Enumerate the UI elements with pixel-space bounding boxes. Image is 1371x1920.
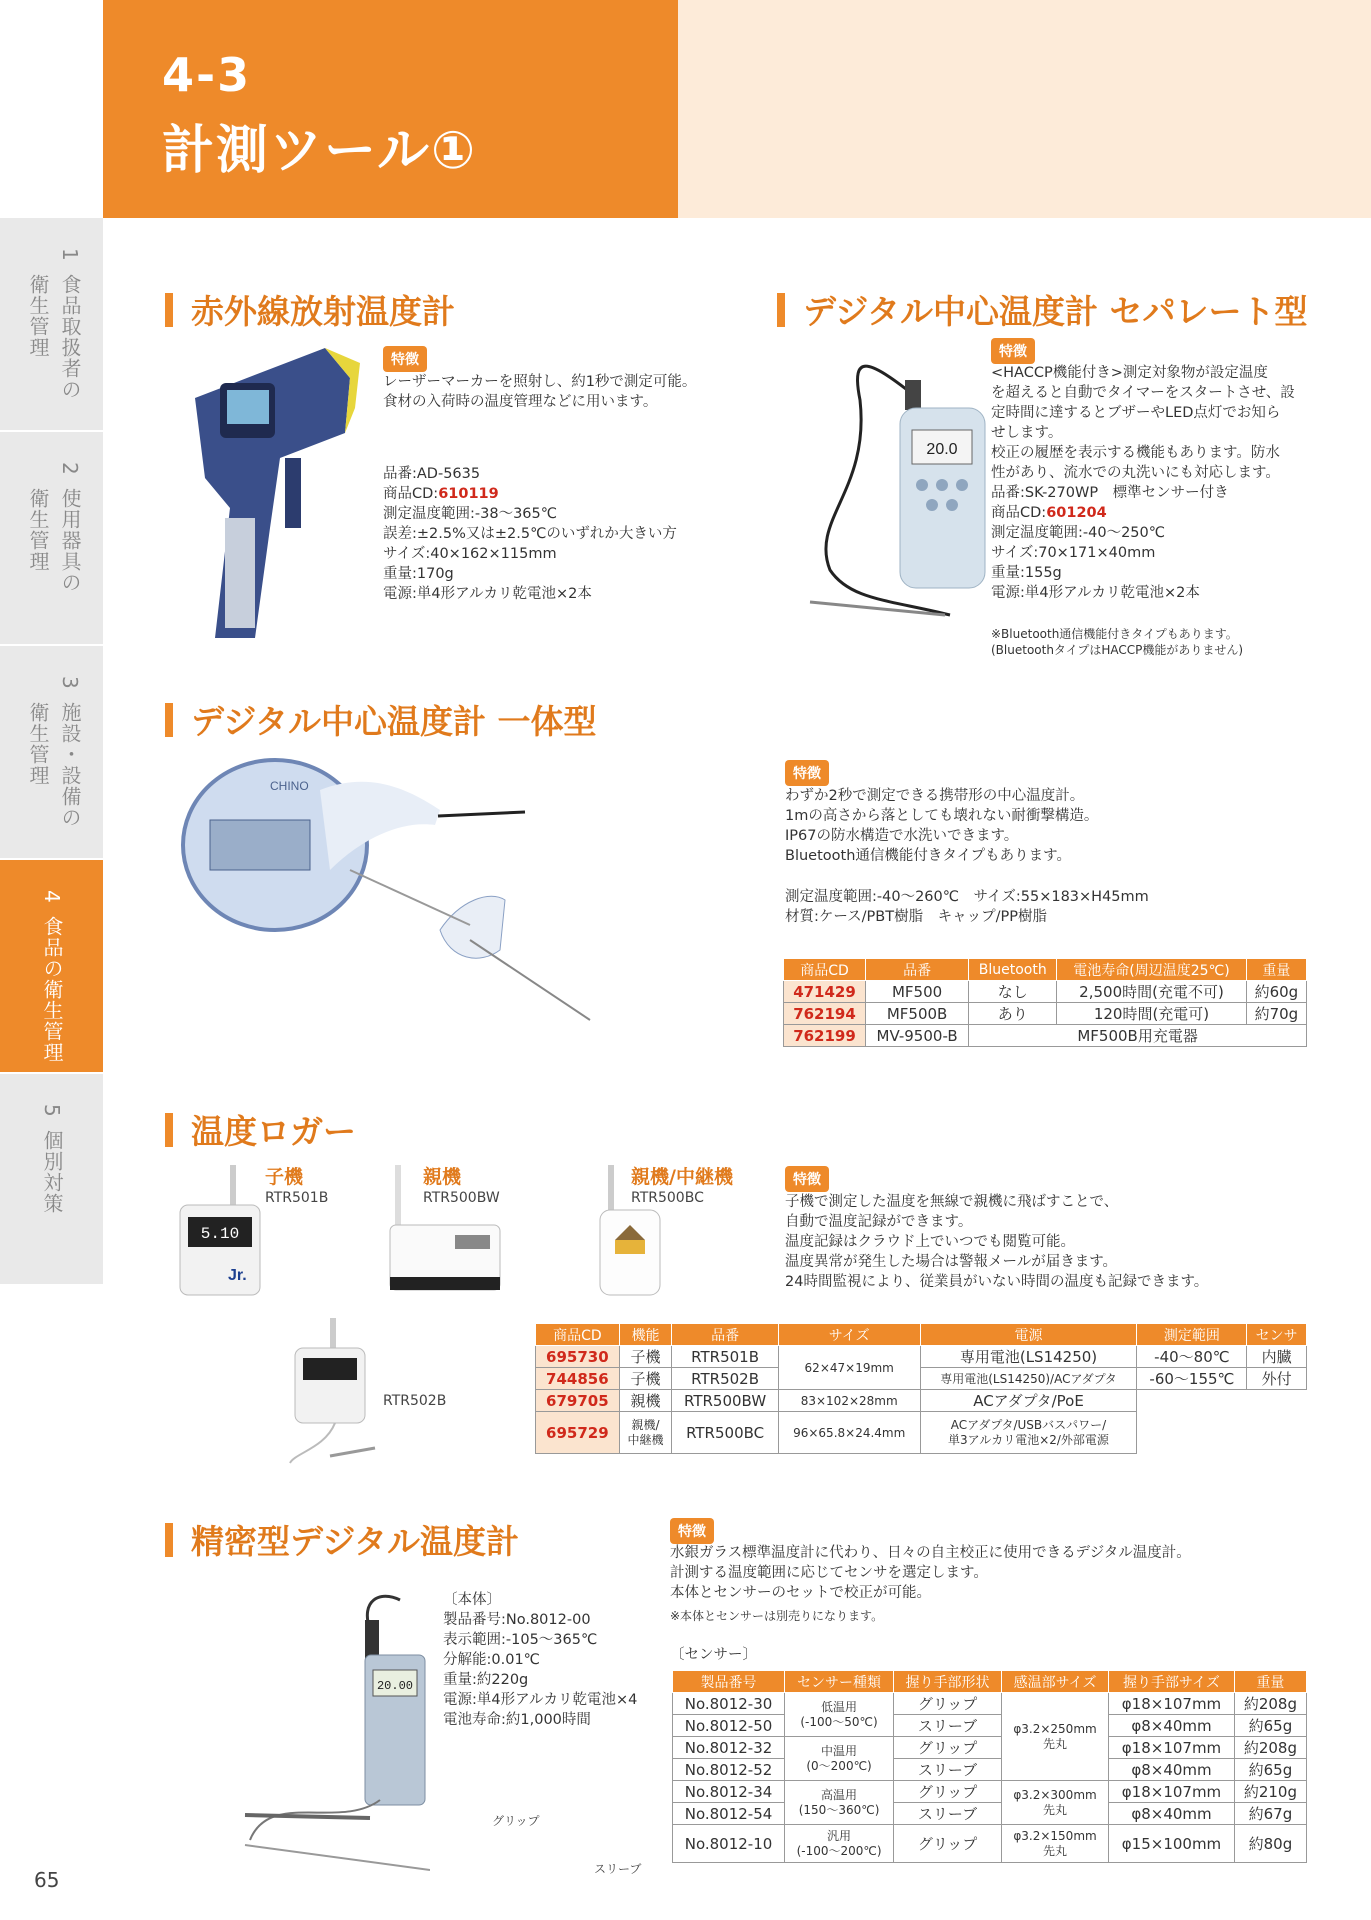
table-cell: スリーブ: [894, 1803, 1002, 1825]
precision-thermometer-image: [230, 1590, 430, 1880]
table-cell: φ18×107mm: [1109, 1693, 1235, 1715]
product-code: 商品CD:610119: [383, 486, 499, 502]
table-cell: RTR501B: [672, 1346, 779, 1368]
tab-chapter-2[interactable]: [0, 432, 103, 646]
product-code-cell: 762199: [784, 1025, 866, 1047]
section-bar: [165, 703, 173, 737]
logger-brand-text: Jr.: [228, 1267, 247, 1284]
table-cell: 約70g: [1246, 1003, 1306, 1025]
feature-badge: 特徴: [670, 1518, 714, 1544]
table-cell: なし: [969, 981, 1057, 1003]
table-cell: グリップ: [894, 1781, 1002, 1803]
section-title-text: 温度ロガー: [191, 1112, 356, 1151]
logger-external-sensor-unit-image: [285, 1318, 380, 1468]
feature-badge: 特徴: [991, 338, 1035, 364]
precision-body-specs: [443, 1590, 637, 1730]
section-title-integrated: [165, 696, 597, 743]
column-header: 感温部サイズ: [1001, 1671, 1108, 1693]
spec-line: 材質:ケース/PBT樹脂 キャップ/PP樹脂: [785, 909, 1047, 925]
spec-line: 誤差:±2.5%又は±2.5℃のいずれか大きい方: [383, 526, 677, 542]
desc-line: 1mの高さから落としても壊れない耐衝撃構造。: [785, 808, 1099, 824]
sensor-table: [672, 1670, 1307, 1863]
section-title-text: デジタル中心温度計 セパレート型: [803, 292, 1308, 331]
spec-line: 測定温度範囲:-40〜250℃: [991, 525, 1166, 541]
feature-badge: 特徴: [383, 346, 427, 372]
sleeve-label: スリーブ: [594, 1862, 642, 1876]
column-header: 握り手部形状: [894, 1671, 1002, 1693]
table-row: [784, 1003, 1307, 1025]
table-cell: φ8×40mm: [1109, 1759, 1235, 1781]
tab-label: 衛生管理: [26, 702, 50, 786]
table-cell: 子機: [619, 1346, 672, 1368]
spec-line: 重量:155g: [991, 565, 1062, 581]
tab-number: 2: [58, 462, 82, 476]
column-header: センサー種類: [785, 1671, 894, 1693]
desc-line: を超えると自動でタイマーをスタートさせ、設: [991, 385, 1295, 401]
precision-description: [670, 1543, 1191, 1603]
logger-base-unit-image: [385, 1165, 505, 1295]
table-row: [536, 1390, 1307, 1412]
desc-line: 温度記録はクラウド上でいつでも閲覧可能。: [785, 1234, 1075, 1250]
section-title-text: 赤外線放射温度計: [191, 292, 455, 331]
table-cell: 親機: [619, 1390, 672, 1412]
tab-label: 個別対策: [40, 1130, 64, 1214]
note-line: (BluetoothタイプはHACCP機能がありません): [991, 643, 1244, 657]
section-title-text: 精密型デジタル温度計: [191, 1522, 520, 1561]
table-cell: ACアダプタ/USBバスパワー/ 単3アルカリ電池×2/外部電源: [920, 1412, 1137, 1454]
desc-line: <HACCP機能付き>測定対象物が設定温度: [991, 365, 1268, 381]
empty-cell: [1247, 1412, 1307, 1454]
table-cell: スリーブ: [894, 1715, 1002, 1737]
section-bar: [777, 293, 785, 327]
table-cell: 低温用 (-100〜50℃): [785, 1693, 894, 1737]
tab-number: 4: [40, 890, 64, 904]
separate-description: [991, 363, 1295, 603]
feature-badge: 特徴: [785, 1166, 829, 1192]
desc-line: IP67の防水構造で水洗いできます。: [785, 828, 1019, 844]
table-row: [536, 1368, 1307, 1390]
table-cell: 約80g: [1234, 1825, 1306, 1863]
desc-line: 自動で温度記録ができます。: [785, 1214, 973, 1230]
table-cell: ACアダプタ/PoE: [920, 1390, 1137, 1412]
desc-line: 子機で測定した温度を無線で親機に飛ばすことで、: [785, 1194, 1119, 1210]
infrared-thermometer-image: [175, 338, 375, 648]
logger-unit-model: RTR500BC: [631, 1190, 704, 1206]
column-header: 握り手部サイズ: [1109, 1671, 1235, 1693]
table-cell: RTR500BW: [672, 1390, 779, 1412]
section-bar: [165, 1523, 173, 1557]
model-number: 品番:SK-270WP 標準センサー付き: [991, 485, 1229, 501]
table-cell: 内臓: [1247, 1346, 1307, 1368]
integrated-product-table: [783, 958, 1307, 1047]
table-header-row: [784, 959, 1307, 981]
section-title-precision: [165, 1516, 519, 1563]
table-row: [536, 1412, 1307, 1454]
table-cell: 外付: [1247, 1368, 1307, 1390]
column-header: 商品CD: [536, 1324, 620, 1346]
product-code-cell: 471429: [784, 981, 866, 1003]
table-cell: φ18×107mm: [1109, 1781, 1235, 1803]
separate-display-text: 20.0: [926, 441, 958, 458]
tab-chapter-3[interactable]: [0, 646, 103, 860]
separate-thermometer-image: [790, 340, 990, 630]
column-header: 品番: [866, 959, 969, 981]
table-cell: φ18×107mm: [1109, 1737, 1235, 1759]
table-row: [784, 1025, 1307, 1047]
table-cell: φ8×40mm: [1109, 1803, 1235, 1825]
column-header: サイズ: [778, 1324, 920, 1346]
tab-chapter-1[interactable]: [0, 218, 103, 432]
desc-line: わずか2秒で測定できる携帯形の中心温度計。: [785, 788, 1085, 804]
empty-cell: [1247, 1390, 1307, 1412]
section-bar: [165, 1113, 173, 1147]
desc-line: 食材の入荷時の温度管理などに用います。: [383, 394, 658, 410]
table-cell: No.8012-34: [673, 1781, 785, 1803]
table-cell: φ3.2×150mm 先丸: [1001, 1825, 1108, 1863]
table-cell: RTR502B: [672, 1368, 779, 1390]
product-code-cell: 679705: [536, 1390, 620, 1412]
product-code-cell: 744856: [536, 1368, 620, 1390]
spec-line: 電源:単4形アルカリ乾電池×2本: [991, 585, 1200, 601]
spec-line: 測定温度範囲:-38〜365℃: [383, 506, 558, 522]
column-header: 電池寿命(周辺温度25℃): [1057, 959, 1246, 981]
desc-line: 性があり、流水での丸洗いにも対応します。: [991, 465, 1280, 481]
chapter-sidebar: [0, 218, 103, 1286]
table-cell: MF500B用充電器: [969, 1025, 1307, 1047]
spec-line: 電源:単4形アルカリ乾電池×4: [443, 1692, 638, 1708]
feature-badge: 特徴: [785, 760, 829, 786]
desc-line: 温度異常が発生した場合は警報メールが届きます。: [785, 1254, 1118, 1270]
table-cell: 約60g: [1246, 981, 1306, 1003]
column-header: 製品番号: [673, 1671, 785, 1693]
table-row: [673, 1737, 1307, 1759]
grip-label: グリップ: [492, 1814, 540, 1828]
header-side-blank: [0, 0, 103, 218]
sensor-label: 〔センサー〕: [670, 1647, 757, 1663]
spec-line: 製品番号:No.8012-00: [443, 1612, 591, 1628]
empty-cell: [1137, 1390, 1247, 1412]
spec-line: サイズ:40×162×115mm: [383, 546, 557, 562]
column-header: Bluetooth: [969, 959, 1057, 981]
desc-line: 本体とセンサーのセットで校正が可能。: [670, 1585, 931, 1601]
table-cell: φ8×40mm: [1109, 1715, 1235, 1737]
logger-unit-name: 親機: [423, 1166, 462, 1188]
product-code-cell: 695729: [536, 1412, 620, 1454]
table-cell: 高温用 (150〜360℃): [785, 1781, 894, 1825]
separate-notes: [991, 626, 1243, 658]
table-cell: MV-9500-B: [866, 1025, 969, 1047]
table-cell: No.8012-52: [673, 1759, 785, 1781]
spec-line: 測定温度範囲:-40〜260℃ サイズ:55×183×H45mm: [785, 889, 1149, 905]
table-cell: 親機/ 中継機: [619, 1412, 672, 1454]
model-number: 品番:AD-5635: [383, 466, 481, 482]
product-code-cell: 762194: [784, 1003, 866, 1025]
desc-line: 計測する温度範囲に応じてセンサを選定します。: [670, 1565, 988, 1581]
table-cell: スリーブ: [894, 1759, 1002, 1781]
spec-line: 重量:約220g: [443, 1672, 529, 1688]
table-row: [536, 1346, 1307, 1368]
table-cell: φ3.2×300mm 先丸: [1001, 1781, 1108, 1825]
table-cell: No.8012-54: [673, 1803, 785, 1825]
logger-extra-model: RTR502B: [383, 1393, 447, 1409]
spec-line: 電源:単4形アルカリ乾電池×2本: [383, 586, 592, 602]
table-cell: MF500: [866, 981, 969, 1003]
section-title-separate: [777, 286, 1308, 333]
table-cell: 約208g: [1234, 1737, 1306, 1759]
table-row: [673, 1715, 1307, 1737]
table-cell: グリップ: [894, 1693, 1002, 1715]
spec-line: 分解能:0.01℃: [443, 1652, 540, 1668]
table-cell: No.8012-50: [673, 1715, 785, 1737]
table-cell: 汎用 (-100〜200℃): [785, 1825, 894, 1863]
table-cell: No.8012-10: [673, 1825, 785, 1863]
logger-child-unit-image: [170, 1165, 270, 1300]
table-cell: 中温用 (0〜200℃): [785, 1737, 894, 1781]
table-row: [673, 1803, 1307, 1825]
table-cell: 2,500時間(充電不可): [1057, 981, 1246, 1003]
section-title-infrared: [165, 286, 455, 333]
table-cell: -40〜80℃: [1137, 1346, 1247, 1368]
tab-label: 使用器具の: [58, 488, 82, 593]
table-cell: 子機: [619, 1368, 672, 1390]
column-header: 商品CD: [784, 959, 866, 981]
column-header: センサ: [1247, 1324, 1307, 1346]
logger-unit-model: RTR500BW: [423, 1190, 500, 1206]
table-cell: No.8012-30: [673, 1693, 785, 1715]
infrared-specs: [383, 464, 677, 604]
infrared-description: [383, 372, 696, 412]
table-row: [673, 1759, 1307, 1781]
table-cell: グリップ: [894, 1737, 1002, 1759]
table-cell: φ3.2×250mm 先丸: [1001, 1693, 1108, 1781]
tab-chapter-4[interactable]: [0, 860, 103, 1074]
table-cell: 120時間(充電可): [1057, 1003, 1246, 1025]
table-cell: 約210g: [1234, 1781, 1306, 1803]
precision-note: ※本体とセンサーは別売りになります。: [670, 1609, 884, 1623]
table-cell: RTR500BC: [672, 1412, 779, 1454]
tab-label: 施設・設備の: [58, 702, 82, 828]
header-peach-band: [678, 0, 1371, 218]
table-row: [673, 1693, 1307, 1715]
product-code: 商品CD:601204: [991, 505, 1107, 521]
tab-chapter-5[interactable]: [0, 1074, 103, 1286]
tab-label: 食品の衛生管理: [40, 916, 64, 1063]
section-title-logger: [165, 1106, 356, 1153]
table-cell: 専用電池(LS14250)/ACアダプタ: [920, 1368, 1137, 1390]
table-cell: 約208g: [1234, 1693, 1306, 1715]
spec-line: 〔本体〕: [443, 1592, 501, 1608]
table-cell: 96×65.8×24.4mm: [778, 1412, 920, 1454]
chapter-number: 4-3: [162, 48, 252, 102]
table-cell: 約65g: [1234, 1759, 1306, 1781]
tab-number: 5: [40, 1104, 64, 1118]
column-header: 品番: [672, 1324, 779, 1346]
table-header-row: [536, 1324, 1307, 1346]
column-header: 重量: [1234, 1671, 1306, 1693]
desc-line: 校正の履歴を表示する機能もあります。防水: [991, 445, 1280, 461]
spec-line: 重量:170g: [383, 566, 454, 582]
logger-relay-unit-image: [590, 1165, 670, 1300]
table-cell: φ15×100mm: [1109, 1825, 1235, 1863]
table-cell: 62×47×19mm: [778, 1346, 920, 1390]
product-code-cell: 695730: [536, 1346, 620, 1368]
column-header: 電源: [920, 1324, 1137, 1346]
section-title-text: デジタル中心温度計 一体型: [191, 702, 597, 741]
spec-line: 表示範囲:-105〜365℃: [443, 1632, 598, 1648]
note-line: ※Bluetooth通信機能付きタイプもあります。: [991, 627, 1238, 641]
precision-display-text: 20.00: [376, 1679, 414, 1693]
table-cell: 約65g: [1234, 1715, 1306, 1737]
logger-display-text: 5.10: [200, 1225, 240, 1243]
desc-line: せします。: [991, 425, 1063, 441]
table-cell: No.8012-32: [673, 1737, 785, 1759]
desc-line: レーザーマーカーを照射し、約1秒で測定可能。: [383, 374, 697, 390]
section-bar: [165, 293, 173, 327]
logger-unit-model: RTR501B: [265, 1190, 329, 1206]
integrated-specs: [785, 887, 1149, 927]
tab-label: 衛生管理: [26, 488, 50, 572]
spec-line: サイズ:70×171×40mm: [991, 545, 1156, 561]
table-cell: MF500B: [866, 1003, 969, 1025]
column-header: 測定範囲: [1137, 1324, 1247, 1346]
table-cell: あり: [969, 1003, 1057, 1025]
logger-unit-name: 親機/中継機: [631, 1166, 733, 1188]
table-row: [673, 1781, 1307, 1803]
column-header: 重量: [1246, 959, 1306, 981]
tab-label: 食品取扱者の: [58, 274, 82, 400]
page-title: 計測ツール①: [162, 121, 477, 181]
logger-description: [785, 1192, 1208, 1292]
integrated-thermometer-image: [170, 750, 610, 1060]
table-header-row: [673, 1671, 1307, 1693]
table-row: [673, 1825, 1307, 1863]
empty-cell: [1137, 1412, 1247, 1454]
desc-line: 24時間監視により、従業員がいない時間の温度も記録できます。: [785, 1274, 1209, 1290]
desc-line: 水銀ガラス標準温度計に代わり、日々の自主校正に使用できるデジタル温度計。: [670, 1545, 1191, 1561]
tab-number: 3: [58, 676, 82, 690]
table-cell: 約67g: [1234, 1803, 1306, 1825]
spec-line: 電池寿命:約1,000時間: [443, 1712, 591, 1728]
integrated-description: [785, 786, 1098, 866]
integrated-brand-text: CHINO: [270, 779, 309, 793]
table-cell: 専用電池(LS14250): [920, 1346, 1137, 1368]
table-row: [784, 981, 1307, 1003]
page-number: 65: [34, 1868, 60, 1892]
logger-unit-name: 子機: [265, 1166, 304, 1188]
tab-label: 衛生管理: [26, 274, 50, 358]
logger-product-table: [535, 1323, 1307, 1454]
tab-number: 1: [58, 248, 82, 262]
table-cell: 83×102×28mm: [778, 1390, 920, 1412]
table-cell: グリップ: [894, 1825, 1002, 1863]
desc-line: Bluetooth通信機能付きタイプもあります。: [785, 848, 1072, 864]
column-header: 機能: [619, 1324, 672, 1346]
desc-line: 定時間に達するとブザーやLED点灯でお知ら: [991, 405, 1281, 421]
table-cell: -60〜155℃: [1137, 1368, 1247, 1390]
